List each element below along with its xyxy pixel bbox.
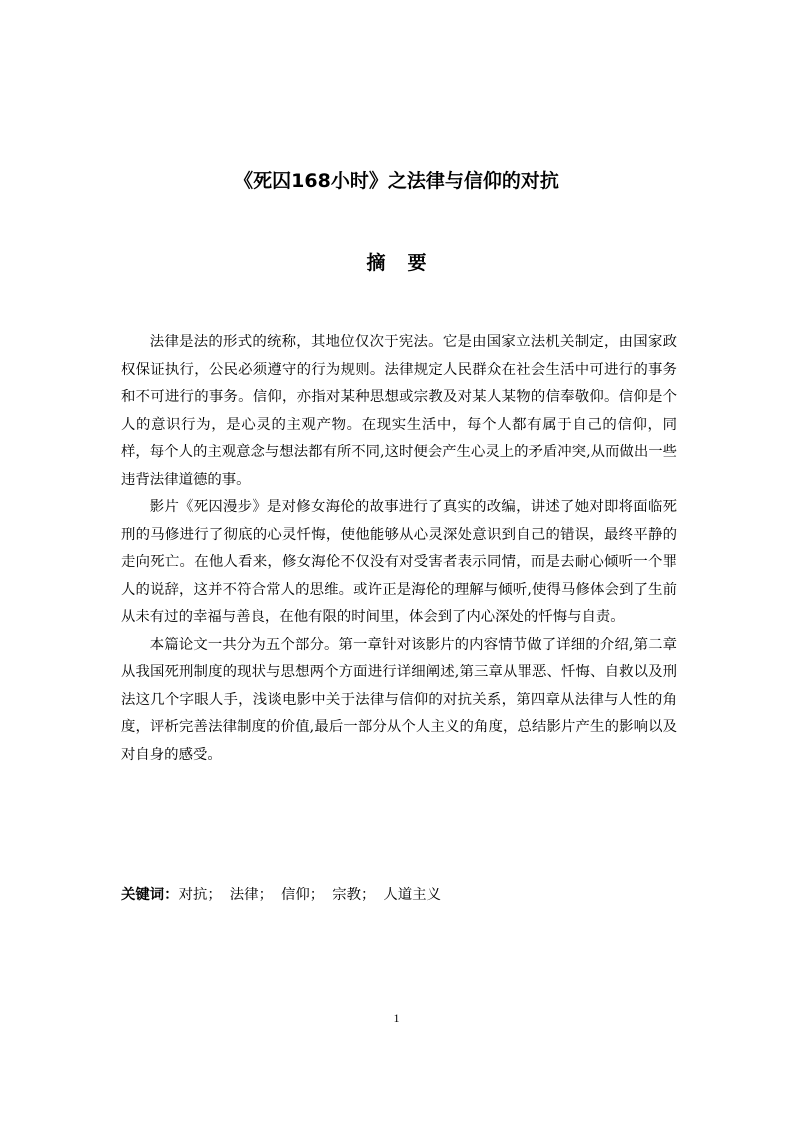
keyword-separator: ；: [309, 887, 325, 903]
abstract-paragraph: 本篇论文一共分为五个部分。第一章针对该影片的内容情节做了详细的介绍,第二章从我国死刑制度的现状与思想两个方面进行详细阐述,第三章从罪恶、忏悔、自救以及刑法这几个字眼人手，浅谈电影中关于法律与信仰的对抗关系，第四章从法律与人性的角度，评析完善法律制度的价值,最后一部分从个人主义的角度，总结影片产生的影响以及对自身的感受。: [121, 636, 677, 763]
keyword-separator: ；: [258, 887, 273, 903]
keywords-label: 关键词：: [121, 887, 179, 903]
keyword: 对抗: [178, 887, 208, 903]
keyword-separator: ；: [207, 887, 222, 903]
keywords-line: [121, 882, 677, 909]
page-number: 1: [393, 1011, 400, 1025]
abstract-heading: 摘要: [366, 252, 449, 274]
abstract-paragraph: 影片《死囚漫步》是对修女海伦的故事进行了真实的改编，讲述了她对即将面临死刑的马修进行了彻底的心灵忏悔，使他能够从心灵深处意识到自己的错误，最终平静的走向死亡。在他人看来，修女海伦不仅没有对受害者表示同情，而是去耐心倾听一个罪人的说辞，这并不符合常人的思维。或许正是海伦的理解与倾听,使得马修体会到了生前从未有过的幸福与善良，在他有限的时间里，体会到了内心深处的忏悔与自责。: [121, 499, 677, 625]
keyword: 人道主义: [383, 887, 441, 903]
abstract-paragraph: 法律是法的形式的统称，其地位仅次于宪法。它是由国家立法机关制定，由国家政权保证执行，公民必须遵守的行为规则。法律规定人民群众在社会生活中可进行的事务和不可进行的事务。信仰，亦指对某种思想或宗教及对某人某物的信奉敬仰。信仰是个人的意识行为，是心灵的主观产物。在现实生活中，每个人都有属于自己的信仰，同样，每个人的主观意念与想法都有所不同,这时便会产生心灵上的矛盾冲突,从而做出一些违背法律道德的事。: [121, 334, 677, 488]
keyword: 法律: [229, 887, 259, 903]
keyword-separator: ；: [360, 887, 376, 903]
page-title: 《死囚168小时》之法律与信仰的对抗: [234, 170, 559, 192]
keyword: 宗教: [332, 887, 361, 903]
abstract-body: [121, 329, 677, 769]
keyword: 信仰: [280, 887, 310, 903]
